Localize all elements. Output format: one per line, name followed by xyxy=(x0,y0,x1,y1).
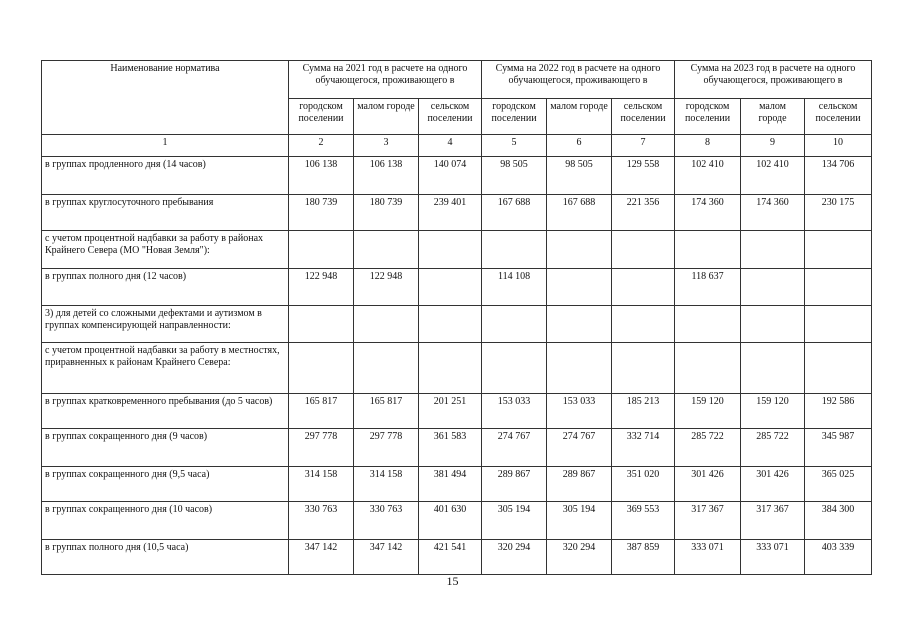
row-value: 174 360 xyxy=(675,195,741,231)
row-value xyxy=(547,306,612,343)
row-value: 297 778 xyxy=(354,429,419,467)
row-value xyxy=(419,269,482,306)
column-number: 7 xyxy=(612,135,675,157)
table-row xyxy=(42,306,872,343)
row-name: в группах кратковременного пребывания (до 5 часов) xyxy=(42,394,289,429)
row-value xyxy=(741,306,805,343)
table-row xyxy=(42,343,872,394)
table-row xyxy=(42,540,872,575)
row-value: 180 739 xyxy=(289,195,354,231)
row-value: 165 817 xyxy=(354,394,419,429)
row-value xyxy=(482,343,547,394)
row-value xyxy=(805,343,872,394)
row-value: 174 360 xyxy=(741,195,805,231)
header-rural: сельском поселении xyxy=(805,99,872,135)
row-value: 159 120 xyxy=(675,394,741,429)
row-value xyxy=(612,343,675,394)
row-value: 274 767 xyxy=(482,429,547,467)
row-value: 159 120 xyxy=(741,394,805,429)
row-value: 102 410 xyxy=(675,157,741,195)
column-number: 5 xyxy=(482,135,547,157)
header-small-town: малом городе xyxy=(741,99,805,135)
row-value: 314 158 xyxy=(354,467,419,502)
row-value: 285 722 xyxy=(741,429,805,467)
row-name: с учетом процентной надбавки за работу в районах Крайнего Севера (МО "Новая Земля"): xyxy=(42,231,289,269)
row-value: 333 071 xyxy=(675,540,741,575)
row-value xyxy=(419,343,482,394)
row-value xyxy=(675,343,741,394)
row-value: 317 367 xyxy=(675,502,741,540)
row-value: 317 367 xyxy=(741,502,805,540)
row-value xyxy=(805,231,872,269)
table-row xyxy=(42,394,872,429)
column-number: 9 xyxy=(741,135,805,157)
table-row xyxy=(42,195,872,231)
row-value: 102 410 xyxy=(741,157,805,195)
row-value: 98 505 xyxy=(547,157,612,195)
row-value xyxy=(805,306,872,343)
table-row xyxy=(42,269,872,306)
row-value xyxy=(289,306,354,343)
row-value xyxy=(675,231,741,269)
row-value: 333 071 xyxy=(741,540,805,575)
row-value: 345 987 xyxy=(805,429,872,467)
row-value: 351 020 xyxy=(612,467,675,502)
row-value: 289 867 xyxy=(482,467,547,502)
row-value xyxy=(419,306,482,343)
column-number: 4 xyxy=(419,135,482,157)
table-row xyxy=(42,502,872,540)
row-value: 285 722 xyxy=(675,429,741,467)
row-value: 301 426 xyxy=(675,467,741,502)
row-value xyxy=(741,343,805,394)
row-value xyxy=(289,343,354,394)
column-number: 6 xyxy=(547,135,612,157)
row-value xyxy=(547,343,612,394)
row-value: 153 033 xyxy=(482,394,547,429)
row-value xyxy=(482,306,547,343)
row-name: с учетом процентной надбавки за работу в местностях, приравненных к районам Крайнего Севера: xyxy=(42,343,289,394)
row-value: 314 158 xyxy=(289,467,354,502)
row-value xyxy=(289,231,354,269)
row-value: 167 688 xyxy=(482,195,547,231)
header-year-2021: Сумма на 2021 год в расчете на одного обучающегося, проживающего в xyxy=(289,61,482,99)
row-value xyxy=(805,269,872,306)
row-name: 3) для детей со сложными дефектами и аутизмом в группах компенсирующей направленности: xyxy=(42,306,289,343)
row-value: 421 541 xyxy=(419,540,482,575)
row-value xyxy=(675,306,741,343)
row-value xyxy=(354,231,419,269)
row-value: 365 025 xyxy=(805,467,872,502)
row-value: 289 867 xyxy=(547,467,612,502)
row-value: 106 138 xyxy=(354,157,419,195)
row-value: 153 033 xyxy=(547,394,612,429)
row-value: 320 294 xyxy=(482,540,547,575)
row-value xyxy=(419,231,482,269)
row-name: в группах сокращенного дня (10 часов) xyxy=(42,502,289,540)
header-name-column: Наименование норматива xyxy=(42,61,289,135)
row-value: 320 294 xyxy=(547,540,612,575)
row-value: 332 714 xyxy=(612,429,675,467)
row-value: 221 356 xyxy=(612,195,675,231)
row-value: 98 505 xyxy=(482,157,547,195)
row-value: 301 426 xyxy=(741,467,805,502)
column-number: 1 xyxy=(42,135,289,157)
row-value xyxy=(741,269,805,306)
row-value: 239 401 xyxy=(419,195,482,231)
row-value xyxy=(741,231,805,269)
column-number-row xyxy=(42,135,872,157)
row-value: 201 251 xyxy=(419,394,482,429)
row-value xyxy=(482,231,547,269)
row-value xyxy=(547,269,612,306)
row-value: 134 706 xyxy=(805,157,872,195)
table-row xyxy=(42,157,872,195)
row-value: 387 859 xyxy=(612,540,675,575)
header-year-2022: Сумма на 2022 год в расчете на одного обучающегося, проживающего в xyxy=(482,61,675,99)
row-value: 361 583 xyxy=(419,429,482,467)
row-value: 305 194 xyxy=(482,502,547,540)
normatives-table xyxy=(41,60,872,575)
row-value: 347 142 xyxy=(289,540,354,575)
header-urban: городском поселении xyxy=(289,99,354,135)
row-value: 192 586 xyxy=(805,394,872,429)
row-value xyxy=(612,269,675,306)
table-body xyxy=(42,61,872,575)
header-row-years xyxy=(42,61,872,99)
header-rural: сельском поселении xyxy=(612,99,675,135)
row-value xyxy=(612,231,675,269)
column-number: 8 xyxy=(675,135,741,157)
row-name: в группах сокращенного дня (9 часов) xyxy=(42,429,289,467)
row-value: 347 142 xyxy=(354,540,419,575)
row-value: 274 767 xyxy=(547,429,612,467)
row-value xyxy=(354,343,419,394)
row-value: 167 688 xyxy=(547,195,612,231)
column-number: 2 xyxy=(289,135,354,157)
header-urban: городском поселении xyxy=(482,99,547,135)
row-name: в группах круглосуточного пребывания xyxy=(42,195,289,231)
header-rural: сельском поселении xyxy=(419,99,482,135)
row-value: 122 948 xyxy=(354,269,419,306)
page-number: 15 xyxy=(446,574,459,588)
table-row xyxy=(42,467,872,502)
row-value xyxy=(547,231,612,269)
table-row xyxy=(42,231,872,269)
row-value: 381 494 xyxy=(419,467,482,502)
row-value: 180 739 xyxy=(354,195,419,231)
row-value: 384 300 xyxy=(805,502,872,540)
header-year-2023: Сумма на 2023 год в расчете на одного обучающегося, проживающего в xyxy=(675,61,872,99)
row-value: 330 763 xyxy=(289,502,354,540)
row-value: 230 175 xyxy=(805,195,872,231)
row-value: 330 763 xyxy=(354,502,419,540)
row-value: 185 213 xyxy=(612,394,675,429)
row-value: 401 630 xyxy=(419,502,482,540)
row-value: 106 138 xyxy=(289,157,354,195)
row-value: 369 553 xyxy=(612,502,675,540)
row-name: в группах продленного дня (14 часов) xyxy=(42,157,289,195)
row-value: 118 637 xyxy=(675,269,741,306)
row-value: 165 817 xyxy=(289,394,354,429)
row-value: 122 948 xyxy=(289,269,354,306)
row-value xyxy=(354,306,419,343)
row-value xyxy=(612,306,675,343)
row-value: 140 074 xyxy=(419,157,482,195)
header-small-town: малом городе xyxy=(354,99,419,135)
row-value: 297 778 xyxy=(289,429,354,467)
header-small-town: малом городе xyxy=(547,99,612,135)
column-number: 3 xyxy=(354,135,419,157)
row-value: 403 339 xyxy=(805,540,872,575)
header-urban: городском поселении xyxy=(675,99,741,135)
table-row xyxy=(42,429,872,467)
row-name: в группах полного дня (10,5 часа) xyxy=(42,540,289,575)
row-value: 305 194 xyxy=(547,502,612,540)
row-name: в группах сокращенного дня (9,5 часа) xyxy=(42,467,289,502)
row-value: 114 108 xyxy=(482,269,547,306)
row-name: в группах полного дня (12 часов) xyxy=(42,269,289,306)
column-number: 10 xyxy=(805,135,872,157)
row-value: 129 558 xyxy=(612,157,675,195)
